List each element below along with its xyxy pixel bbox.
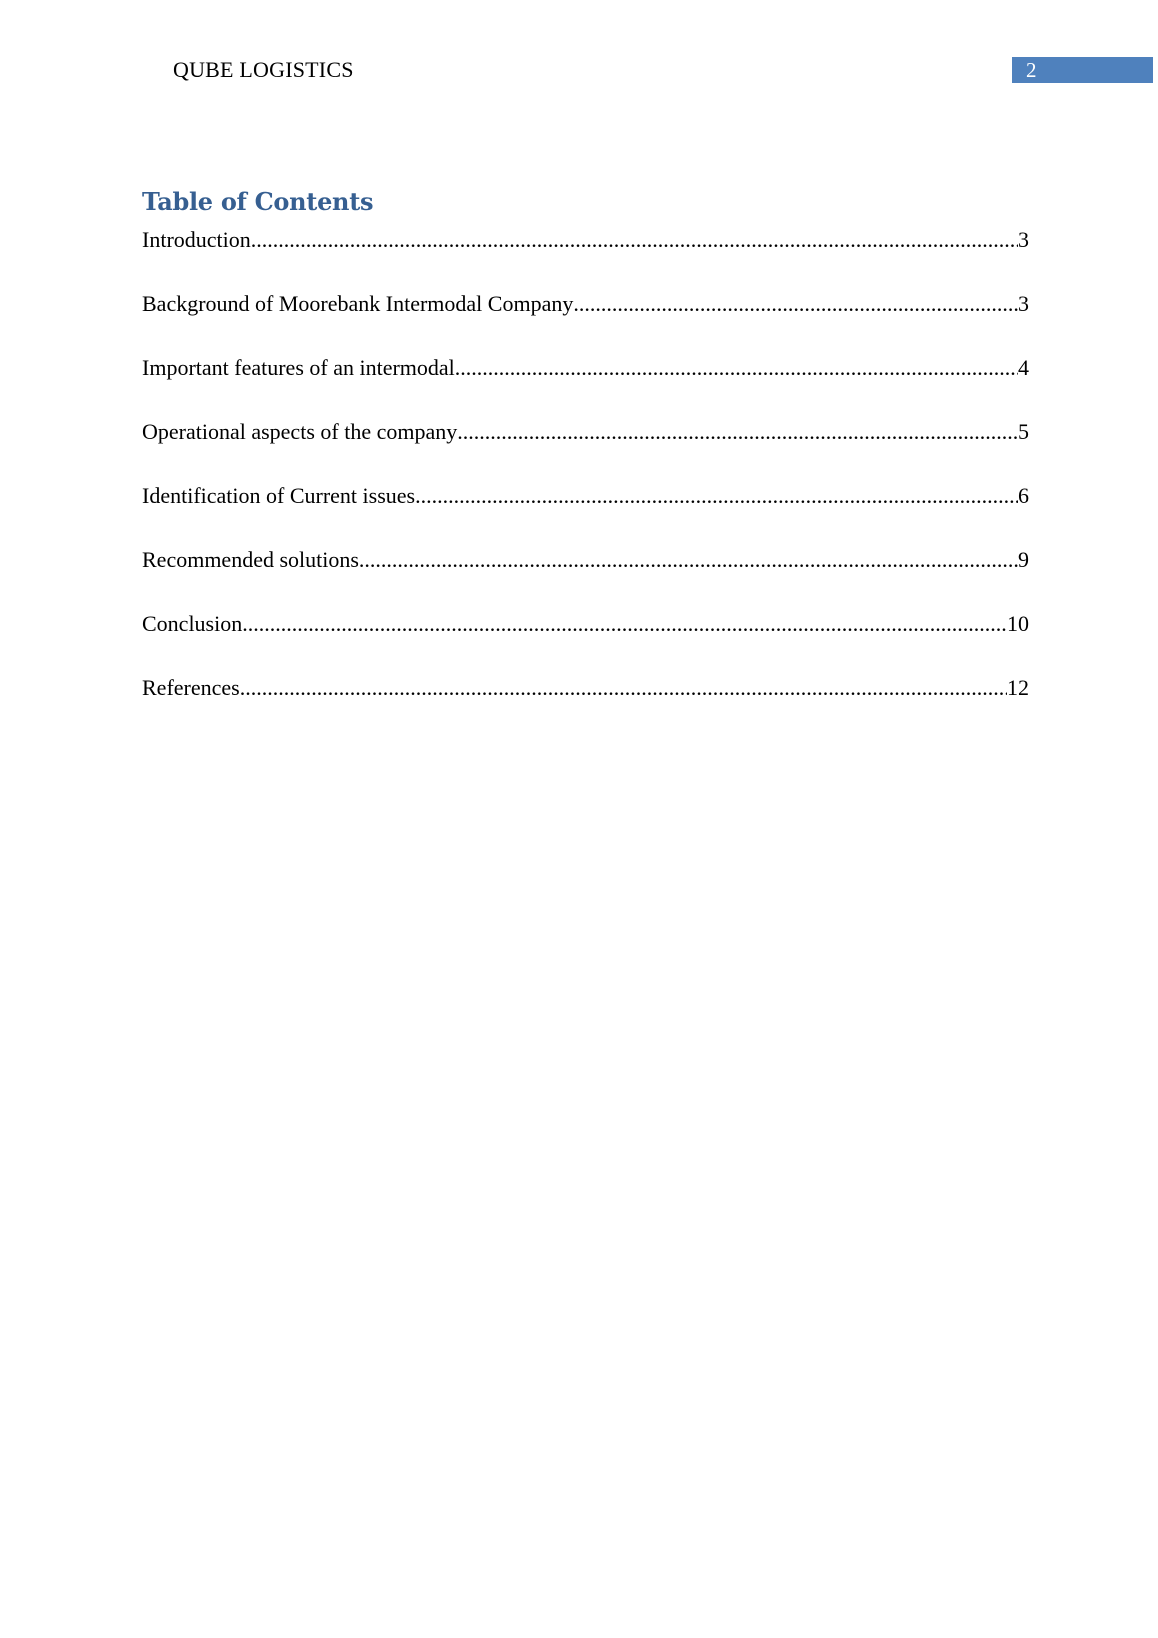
toc-entry-title: References (142, 675, 240, 700)
toc-leader-dots (242, 609, 1007, 639)
toc-leader-dots (359, 545, 1018, 575)
page-number: 2 (1026, 58, 1037, 82)
toc-entry-background[interactable] (142, 289, 1029, 319)
toc-entry-references[interactable] (142, 673, 1029, 703)
toc-entry-title: Recommended solutions (142, 547, 359, 572)
toc-entry-title: Important features of an intermodal (142, 355, 455, 380)
toc-entry-page: 4 (1018, 355, 1029, 380)
toc-entry-page: 3 (1018, 291, 1029, 316)
toc-leader-dots (455, 353, 1018, 383)
toc-heading: Table of Contents (142, 187, 374, 216)
toc-leader-dots (457, 417, 1018, 447)
toc-entry-title: Operational aspects of the company (142, 419, 458, 444)
toc-entry-current-issues[interactable] (142, 481, 1029, 511)
toc-leader-dots (415, 481, 1018, 511)
toc-entry-recommended-solutions[interactable] (142, 545, 1029, 575)
toc-list (142, 225, 1029, 737)
toc-entry-page: 10 (1007, 611, 1029, 636)
toc-entry-title: Background of Moorebank Intermodal Company (142, 291, 574, 316)
toc-entry-title: Identification of Current issues (142, 483, 416, 508)
running-header-title: QUBE LOGISTICS (173, 57, 354, 82)
toc-entry-title: Introduction (142, 227, 251, 252)
toc-leader-dots (251, 225, 1018, 255)
toc-entry-introduction[interactable] (142, 225, 1029, 255)
toc-entry-page: 5 (1018, 419, 1029, 444)
toc-entry-operational-aspects[interactable] (142, 417, 1029, 447)
toc-entry-important-features[interactable] (142, 353, 1029, 383)
toc-entry-page: 3 (1018, 227, 1029, 252)
toc-entry-page: 12 (1007, 675, 1029, 700)
toc-leader-dots (573, 289, 1018, 319)
toc-entry-page: 9 (1018, 547, 1029, 572)
toc-entry-conclusion[interactable] (142, 609, 1029, 639)
toc-entry-page: 6 (1018, 483, 1029, 508)
page-number-badge (1012, 57, 1153, 83)
toc-entry-title: Conclusion (142, 611, 243, 636)
toc-leader-dots (240, 673, 1007, 703)
